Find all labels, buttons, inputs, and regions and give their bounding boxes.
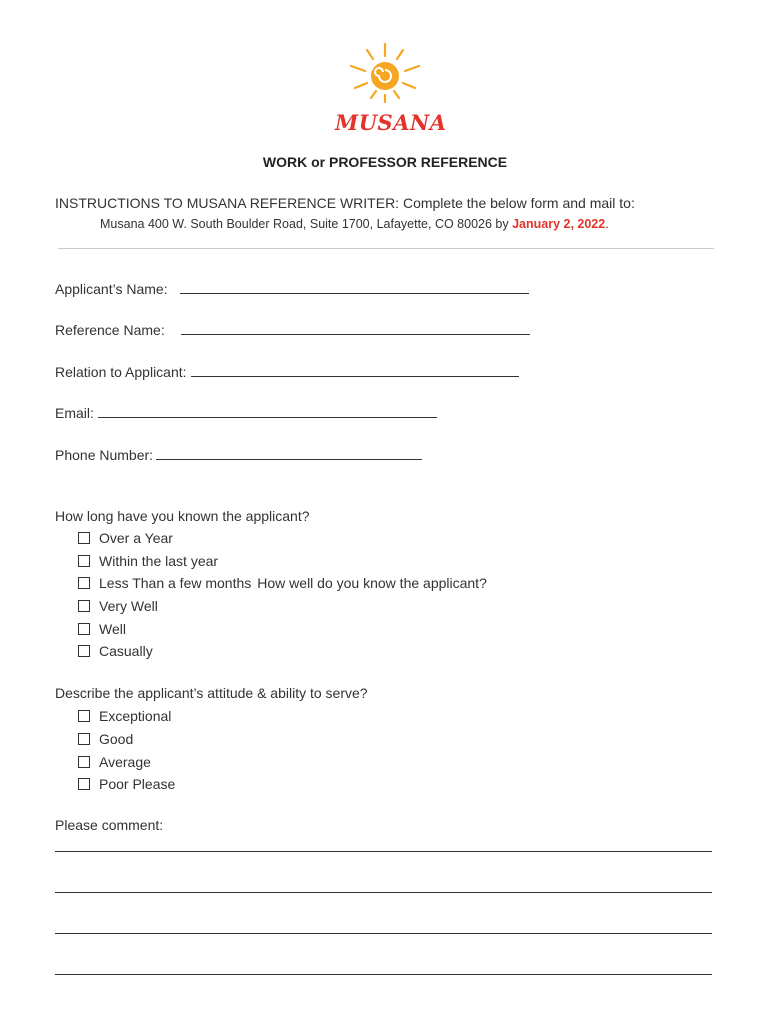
sun-icon — [345, 40, 425, 112]
checkbox[interactable] — [78, 756, 90, 768]
option-label: Casually — [99, 643, 153, 659]
comment-line[interactable] — [55, 892, 712, 893]
email-field — [55, 404, 437, 421]
checkbox[interactable] — [78, 645, 90, 657]
relation-label: Relation to Applicant: — [55, 364, 187, 380]
option-label: Less Than a few months — [99, 575, 252, 591]
option-label: Very Well — [99, 598, 158, 614]
q3-option-exceptional[interactable] — [78, 707, 171, 725]
option-label: Average — [99, 754, 151, 770]
q1-option-within-last-year[interactable] — [78, 552, 218, 570]
relation-input[interactable] — [191, 363, 519, 377]
phone-field — [55, 446, 422, 463]
address-text: Musana 400 W. South Boulder Road, Suite 1700, Lafayette, CO 80026 by — [100, 217, 513, 231]
q3-question: Describe the applicant’s attitude & ability to serve? — [55, 685, 368, 701]
reference-name-field — [55, 321, 530, 338]
checkbox[interactable] — [78, 778, 90, 790]
option-label: Poor Please — [99, 776, 176, 792]
checkbox[interactable] — [78, 623, 90, 635]
option-label: Exceptional — [99, 708, 172, 724]
checkbox[interactable] — [78, 600, 90, 612]
q2-option-casually[interactable] — [78, 642, 153, 660]
comment-label: Please comment: — [55, 817, 164, 833]
deadline-date: January 2, 2022 — [512, 217, 606, 231]
relation-field — [55, 363, 519, 380]
q1-option-over-a-year[interactable] — [78, 529, 173, 547]
q3-option-good[interactable] — [78, 730, 133, 748]
email-label: Email: — [55, 405, 94, 421]
musana-logo — [335, 40, 447, 135]
q2-question: How well do you know the applicant? — [257, 575, 487, 591]
applicant-name-field — [55, 280, 529, 297]
q2-option-very-well[interactable] — [78, 597, 158, 615]
q3-option-poor[interactable] — [78, 775, 175, 793]
form-title: WORK or PROFESSOR REFERENCE — [262, 154, 508, 170]
reference-name-input[interactable] — [181, 321, 530, 335]
address-period: . — [605, 217, 609, 231]
comment-line[interactable] — [55, 851, 712, 852]
comment-line[interactable] — [55, 933, 712, 934]
checkbox[interactable] — [78, 577, 90, 589]
q3-option-average[interactable] — [78, 753, 151, 771]
q1-question: How long have you known the applicant? — [55, 508, 310, 524]
option-label: Well — [99, 621, 126, 637]
q2-option-well[interactable] — [78, 620, 126, 638]
checkbox[interactable] — [78, 555, 90, 567]
logo-wordmark: MUSANA — [335, 110, 447, 135]
comment-line[interactable] — [55, 974, 712, 975]
divider — [58, 248, 714, 249]
mailing-address — [100, 217, 740, 231]
email-input[interactable] — [98, 404, 437, 418]
checkbox[interactable] — [78, 733, 90, 745]
instructions-text: INSTRUCTIONS TO MUSANA REFERENCE WRITER: Complete the below form and mail to: — [55, 195, 635, 211]
applicant-name-label: Applicant’s Name: — [55, 281, 168, 297]
option-label: Good — [99, 731, 134, 747]
phone-label: Phone Number: — [55, 447, 154, 463]
option-label: Over a Year — [99, 530, 173, 546]
checkbox[interactable] — [78, 710, 90, 722]
phone-input[interactable] — [156, 446, 422, 460]
reference-name-label: Reference Name: — [55, 322, 165, 338]
checkbox[interactable] — [78, 532, 90, 544]
option-label: Within the last year — [99, 553, 219, 569]
applicant-name-input[interactable] — [180, 280, 529, 294]
q1-option-less-than-few-months[interactable] — [78, 574, 487, 592]
